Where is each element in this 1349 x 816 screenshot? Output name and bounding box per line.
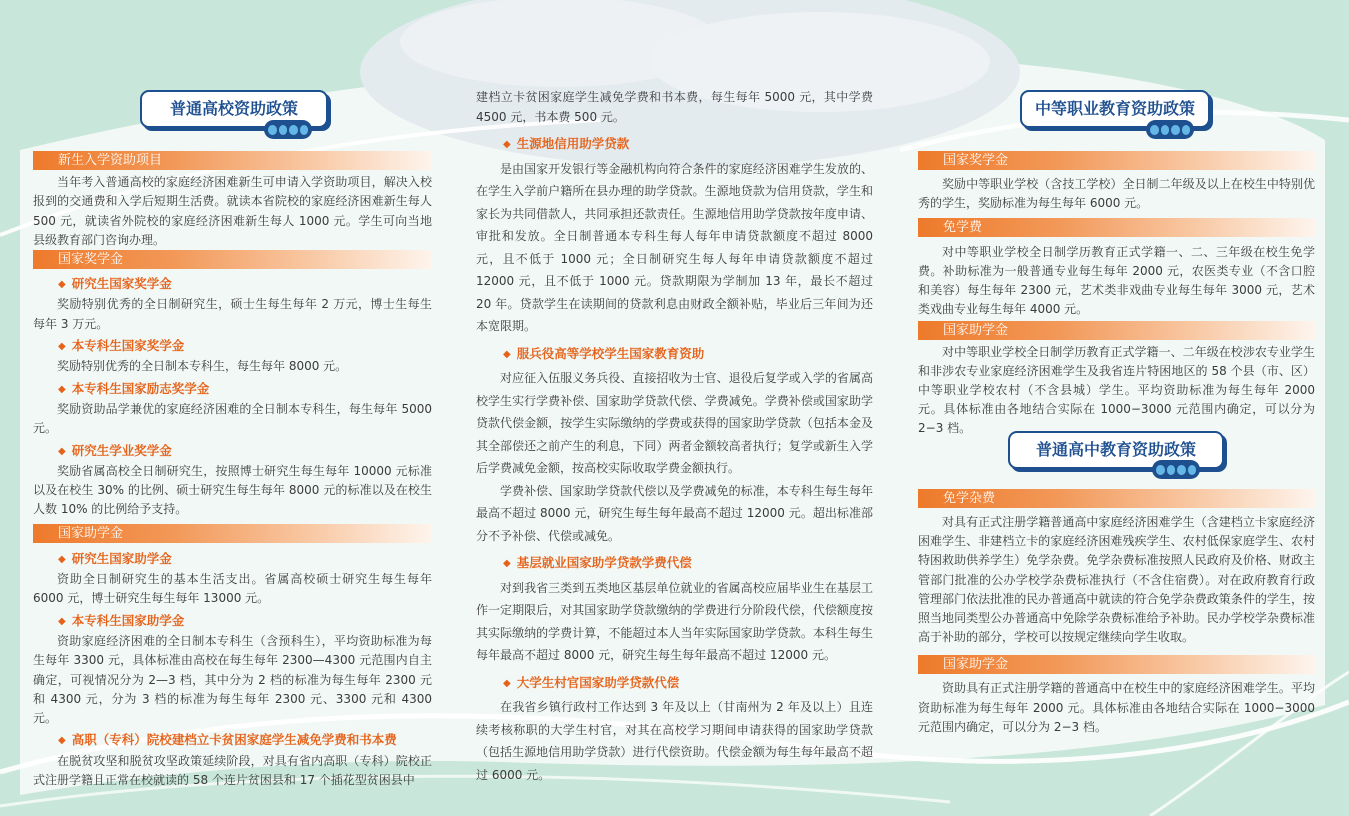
subheading-text: 本专科生国家奖学金 [71,338,185,354]
badge-dot [1156,465,1165,475]
paragraph-fee-exemption: 对具有正式注册学籍普通高中家庭经济困难学生（含建档立卡家庭经济困难学生、非建档立卡的家庭经济困难残疾学生、农村低保家庭学生、农村特困救助供养学生）免学杂费。免学杂费标准按照人民政府及价格、财政主管部门批准的公办学校学杂费标准执行（不含住宿费）。对在政府教育行政管理部门依法批准的民办普通高中就读的符合免学杂费政策条件的学生，按照当地同类型公办普通高中免除学杂费标准给予补助。民办学校学杂费标准高于补助的部分，学校可以按规定继续向学生收取。 [918,515,1315,645]
badge-dot [1182,125,1191,135]
subheading-text: 研究生国家奖学金 [71,276,172,292]
diamond-bullet-icon [58,730,72,751]
paragraph-postgrad-grant: 资助全日制研究生的基本生活支出。省属高校硕士研究生每生每年 6000 元，博士研究生每生每年 13000 元。 [33,572,432,606]
subheading-text: 本专科生国家励志奖学金 [71,380,210,396]
subheading-grassroots-loan-compensation [476,552,873,577]
paragraph-military-service-standard: 学费补偿、国家助学贷款代偿以及学费减免的标准，本专科生每生每年最高不超过 8000 元，研究生每生每年最高不超过 12000 元。超出标准部分不予补偿、代偿或减免。 [476,483,873,543]
left-column [33,151,432,790]
diamond-bullet-icon [58,611,72,632]
subheading-text: 服兵役高等学校学生国家教育资助 [516,345,705,361]
paragraph-academic-scholarship: 奖励省属高校全日制研究生，按照博士研究生每生每年 10000 元标准以及在校生 30% 的比例、硕士研究生每生每年 8000 元的标准以及在校生人数 10% 的比例给予支持。 [33,463,432,517]
section-bar-vocational-grant: 国家助学金 [918,321,1315,340]
paragraph-tuition-free: 对中等职业学校全日制学历教育正式学籍一、二、三年级在校生免学费。补助标准为一般普通专业每生每年 2000 元，农医类专业（不含口腔和美容）每生每年 2300 元，艺术类非戏曲专业每生每年 3000 元，艺术类戏曲专业每生每年 4000 元。 [918,245,1315,316]
section-bar-national-scholarship: 国家奖学金 [33,250,432,269]
subheading-undergrad-grant [33,611,432,632]
diamond-bullet-icon [503,343,517,368]
diamond-bullet-icon [58,336,72,357]
subheading-village-official-loan-compensation [476,672,873,697]
subheading-text: 研究生学业奖学金 [71,442,172,458]
badge-vocational-education-policy [1020,90,1210,128]
badge-dot [1161,125,1170,135]
badge-dot [1177,465,1186,475]
paragraph-new-student-aid: 当年考入普通高校的家庭经济困难新生可申请入学资助项目，解决入校报到的交通费和入学后短期生活费。就读本省院校的家庭经济困难新生每人 500 元，就读省外院校的家庭经济困难新生每人 1000 元。学生可向当地县级教育部门咨询办理。 [33,175,432,247]
paragraph-village-official-loan-compensation: 在我省乡镇行政村工作达到 3 年及以上（甘南州为 2 年及以上）且连续考核称职的大学生村官，对其在高校学习期间申请获得的国家助学贷款（包括生源地信用助学贷款）进行代偿资助。代偿金额为每生每年最高不超过 6000 元。 [476,700,873,782]
subheading-vocational-tuition-waiver [33,730,432,751]
paragraph-postgrad-scholarship: 奖励特别优秀的全日制研究生，硕士生每生每年 2 万元，博士生每生每年 3 万元。 [33,297,432,331]
subheading-undergrad-scholarship [33,336,432,357]
subheading-text: 基层就业国家助学贷款学费代偿 [516,555,692,570]
subheading-inspirational-scholarship [33,379,432,400]
badge-dot [300,125,309,135]
badge-dots-decoration [1152,460,1200,479]
paragraph-vocational-tuition-waiver-continued: 建档立卡贫困家庭学生减免学费和书本费，每生每年 5000 元，其中学费 4500 元，书本费 500 元。 [476,90,873,124]
subheading-text: 生源地信用助学贷款 [516,136,630,151]
paragraph-inspirational-scholarship: 奖励资助品学兼优的家庭经济困难的全日制本专科生，每生每年 5000 元。 [33,401,432,436]
paragraph-high-school-grant: 资助具有正式注册学籍的普通高中在校生中的家庭经济困难学生。平均资助标准为每生每年 2000 元。具体标准由各地结合实际在 1000−3000 元范围内确定，可以分为 2−3 档。 [918,681,1315,734]
paragraph-undergrad-grant: 资助家庭经济困难的全日制本专科生（含预科生），平均资助标准为每生每年 3300 元，具体标准由高校在每生每年 2300—4300 元范围内自主确定，可视情况分为 2—3 档，其中分为 2 档的标准为每生每年 2300 元和 4300 元，分为 3 档的标准为每生每年 2300 元、3300 元和 4300 元。 [33,633,432,726]
subheading-military-service-aid [476,343,873,368]
subheading-postgrad-scholarship [33,274,432,295]
paragraph-grassroots-loan-compensation: 对到我省三类到五类地区基层单位就业的省属高校应届毕业生在基层工作一定期限后，对其国家助学贷款缴纳的学费进行分阶段代偿，代偿额度按其实际缴纳的学费计算，不能超过本人当年实际国家助学贷款。本科生每生每年最高不超过 8000 元，研究生每生每年最高不超过 12000 元。 [476,580,873,662]
badge-dot [1188,465,1197,475]
diamond-bullet-icon [58,549,72,570]
badge-dot [1167,465,1176,475]
right-column-high-school [918,489,1315,737]
diamond-bullet-icon [503,672,517,697]
paragraph-undergrad-scholarship: 奖励特别优秀的全日制本专科生，每生每年 8000 元。 [57,359,348,374]
paragraph-vocational-tuition-waiver: 在脱贫攻坚和脱贫攻坚政策延续阶段，对具有省内高职（专科）院校正式注册学籍且正常在校就读的 58 个连片贫困县和 17 个插花型贫困县中 [33,753,432,788]
section-bar-fee-exemption: 免学杂费 [918,489,1315,508]
diamond-bullet-icon [503,552,517,577]
badge-dot [289,125,298,135]
badge-dot [268,125,277,135]
badge-dot [1171,125,1180,135]
subheading-student-credit-loan [476,133,873,158]
section-bar-national-grant: 国家助学金 [33,524,432,543]
badge-dot [279,125,288,135]
badge-dot [1150,125,1159,135]
paragraph-student-credit-loan: 是由国家开发银行等金融机构向符合条件的家庭经济困难学生发放的、在学生入学前户籍所在县办理的助学贷款。生源地贷款为信用贷款，学生和家长为共同借款人，共同承担还款责任。生源地信用助学贷款按年度申请、审批和发放。全日制普通本专科生每人每年申请贷款额度不超过 8000 元，且不低于 1000 元；全日制研究生每人每年申请贷款额度不超过 12000 元，且不低于 1000 元。贷款期限为学制加 13 年，最长不超过 20 年。贷款学生在读期间的贷款利息由财政全额补贴，毕业后三年间为还本宽限期。 [476,161,873,333]
diamond-bullet-icon [58,441,72,462]
diamond-bullet-icon [503,133,517,158]
badge-title: 普通高中教育资助政策 [1035,440,1196,459]
right-column-vocational [918,151,1315,438]
badge-higher-education-policy [140,90,328,128]
paragraph-vocational-grant: 对中等职业学校全日制学历教育正式学籍一、二年级在校涉农专业学生和非涉农专业家庭经济困难学生及我省连片特困地区的 58 个县（市、区）中等职业学校农村（不含县城）学生。平均资助标准为每生每年 2000 元。具体标准由各地结合实际在 1000−3000 元范围内确定，可以分为 2−3 档。 [918,345,1315,435]
middle-column [476,87,873,786]
badge-title: 中等职业教育资助政策 [1034,99,1195,118]
subheading-text: 大学生村官国家助学贷款代偿 [516,674,680,690]
paragraph-vocational-scholarship: 奖励中等职业学校（含技工学校）全日制二年级及以上在校生中特别优秀的学生，奖励标准为每生每年 6000 元。 [918,177,1315,210]
badge-high-school-policy [1008,431,1224,469]
paragraph-military-service-aid: 对应征入伍服义务兵役、直接招收为士官、退役后复学或入学的省属高校学生实行学费补偿、国家助学贷款代偿、学费减免。学费补偿或国家助学贷款代偿金额，按学生实际缴纳的学费或获得的国家助学贷款（包括本金及其全部偿还之前产生的利息，下同）两者金额较高者执行；复学或新生入学后学费减免金额，按高校实际收取学费金额执行。 [476,371,873,475]
subheading-text: 本专科生国家助学金 [71,612,185,628]
section-bar-high-school-grant: 国家助学金 [918,655,1315,674]
badge-title: 普通高校资助政策 [169,99,298,118]
subheading-academic-scholarship [33,441,432,462]
subheading-text: 高职（专科）院校建档立卡贫困家庭学生减免学费和书本费 [71,732,397,748]
badge-dots-decoration [264,120,312,139]
section-bar-tuition-free: 免学费 [918,218,1315,237]
section-bar-new-student-aid: 新生入学资助项目 [33,151,432,170]
subheading-text: 研究生国家助学金 [71,550,172,566]
badge-dots-decoration [1146,120,1194,139]
diamond-bullet-icon [58,379,72,400]
subheading-postgrad-grant [33,549,432,570]
section-bar-vocational-scholarship: 国家奖学金 [918,151,1315,170]
diamond-bullet-icon [58,274,72,295]
